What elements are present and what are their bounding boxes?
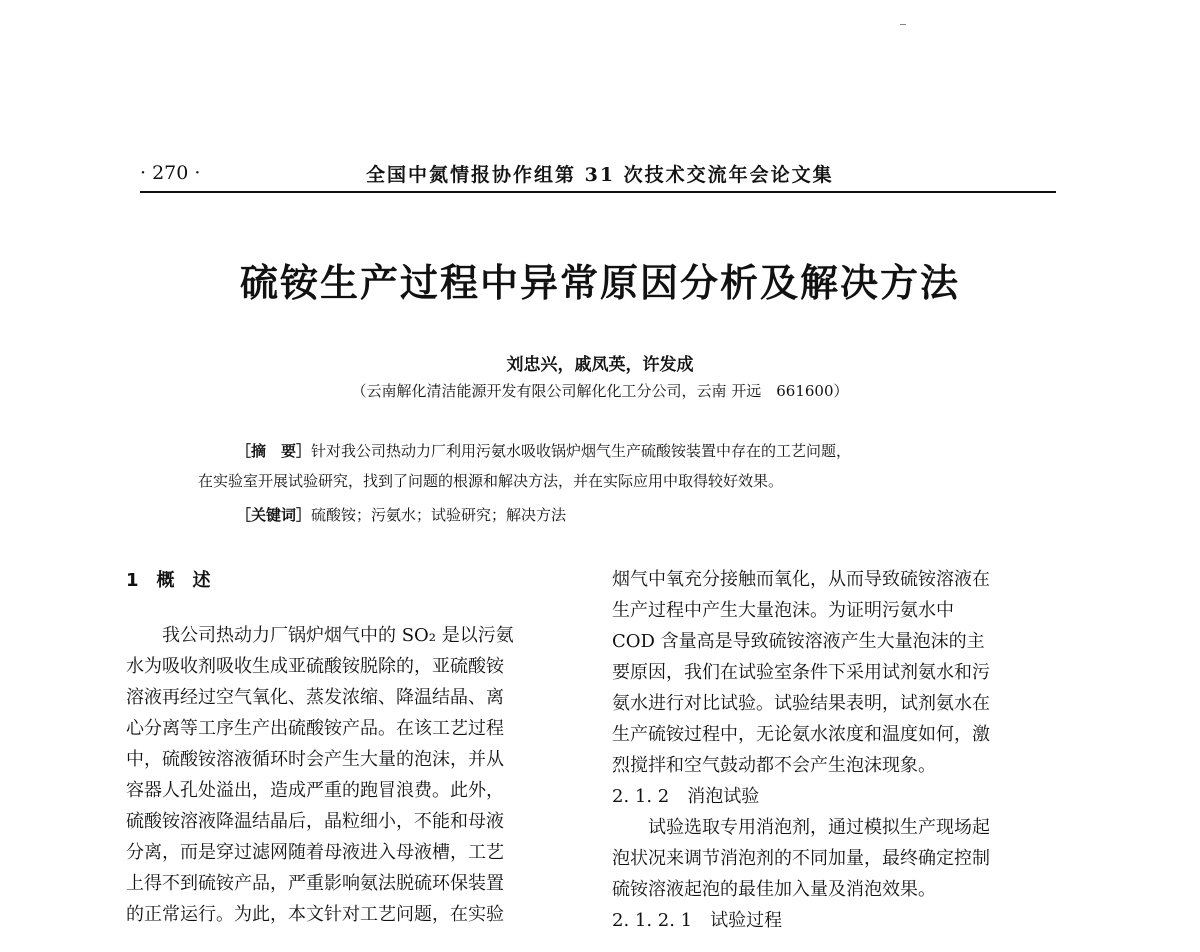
keywords-line (236, 501, 566, 529)
abstract-label: ［摘 要］ (236, 442, 312, 460)
body-line: 泡状况来调节消泡剂的不同加量，最终确定控制 (612, 848, 990, 869)
subsection-heading-2121: 2. 1. 2. 1 试验过程 (612, 910, 783, 931)
body-line: 试验选取专用消泡剂，通过模拟生产现场起 (612, 817, 990, 838)
authors: 刘忠兴，戚凤英，许发成 (506, 355, 694, 375)
section-heading-1: 1 概 述 (126, 570, 211, 591)
body-line: 分离，而是穿过滤网随着母液进入母液槽，工艺 (126, 842, 504, 863)
body-line: 的正常运行。为此，本文针对工艺问题，在实验 (126, 904, 504, 925)
body-line: 要原因，我们在试验室条件下采用试剂氨水和污 (612, 662, 990, 683)
scan-mark (900, 24, 906, 25)
body-line: 水为吸收剂吸收生成亚硫酸铵脱除的，亚硫酸铵 (126, 656, 504, 677)
abstract-text-1: 针对我公司热动力厂利用污氨水吸收锅炉烟气生产硫酸铵装置中存在的工艺问题， (311, 442, 852, 460)
abstract-line-2: 在实验室开展试验研究，找到了问题的根源和解决方法，并在实际应用中取得较好效果。 (198, 472, 784, 490)
keywords-label: ［关键词］ (236, 506, 312, 524)
body-line: 上得不到硫铵产品，严重影响氨法脱硫环保装置 (126, 873, 504, 894)
page-number: · 270 · (140, 162, 201, 184)
body-line: 烟气中氧充分接触而氧化，从而导致硫铵溶液在 (612, 569, 990, 590)
subsection-heading-212: 2. 1. 2 消泡试验 (612, 786, 760, 807)
right-column (612, 564, 990, 936)
affiliation: （云南解化清洁能源开发有限公司解化化工分公司，云南 开远 661600） (351, 382, 849, 400)
running-header: 全国中氮情报协作组第 31 次技术交流年会论文集 (366, 164, 834, 186)
body-line: 生产过程中产生大量泡沫。为证明污氨水中 (612, 600, 954, 621)
body-line: 溶液再经过空气氧化、蒸发浓缩、降温结晶、离 (126, 687, 504, 708)
header-rule (140, 191, 1056, 193)
body-line: COD 含量高是导致硫铵溶液产生大量泡沫的主 (612, 631, 985, 652)
body-line: 我公司热动力厂锅炉烟气中的 SO₂ 是以污氨 (126, 625, 514, 646)
body-line: 硫铵溶液起泡的最佳加入量及消泡效果。 (612, 879, 936, 900)
body-line: 烈搅拌和空气鼓动都不会产生泡沫现象。 (612, 755, 936, 776)
left-column (126, 565, 514, 930)
body-line: 生产硫铵过程中，无论氨水浓度和温度如何，激 (612, 724, 990, 745)
keywords-text: 硫酸铵；污氨水；试验研究；解决方法 (311, 506, 567, 524)
body-line: 容器人孔处溢出，造成严重的跑冒浪费。此外， (126, 780, 504, 801)
abstract-line-1 (236, 437, 851, 465)
body-line: 硫酸铵溶液降温结晶后，晶粒细小，不能和母液 (126, 811, 504, 832)
paper-title: 硫铵生产过程中异常原因分析及解决方法 (239, 261, 960, 305)
body-line: 中，硫酸铵溶液循环时会产生大量的泡沫，并从 (126, 749, 504, 770)
body-line: 氨水进行对比试验。试验结果表明，试剂氨水在 (612, 693, 990, 714)
body-line: 心分离等工序生产出硫酸铵产品。在该工艺过程 (126, 718, 504, 739)
